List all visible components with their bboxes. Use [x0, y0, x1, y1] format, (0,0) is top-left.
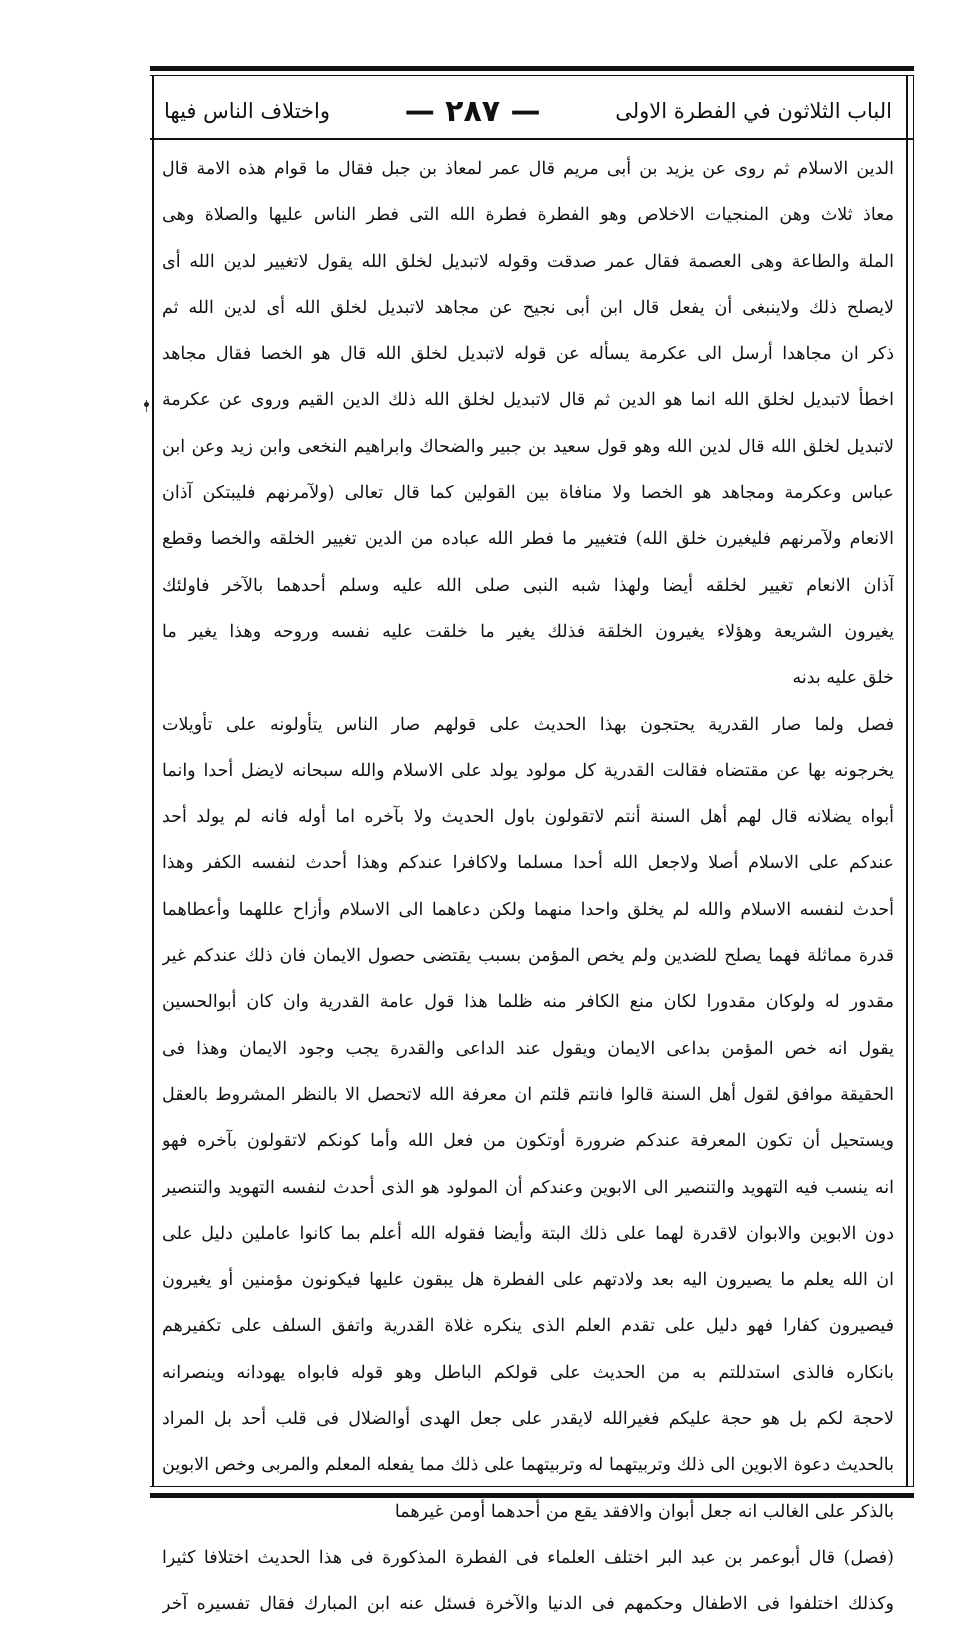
- text-line: أبواه يضلانه قال لهم أهل السنة أنتم لاتقولون باول الحديث ولا بآخره اما أوله فانه لم يولد أحد: [162, 807, 894, 828]
- margin-dot: [144, 402, 149, 407]
- text-line: بالحديث دعوة الابوين الى ذلك وتربيتهما له وتربيتهما على ذلك مما يفعله المعلم والمربى وخص الابوين: [162, 1455, 894, 1476]
- text-line: خلق عليه بدنه: [792, 668, 894, 689]
- text-line: الملة والطاعة وهى العصمة فقال عمر صدقت وقوله لاتبديل لخلق الله يقول لاتغيير لدين الله أى: [162, 251, 894, 272]
- text-line: بانكاره فالذى استدللتم به من الحديث على قولكم الباطل وهو قوله فابواه يهودانه وينصرانه: [162, 1362, 894, 1383]
- page-number: — ٢٨٧ —: [404, 93, 541, 129]
- text-line: لايصلح ذلك ولاينبغى أن يفعل قال ابن أبى نجيح عن مجاهد لاتبديل لخلق الله أى لدين الله ثم: [162, 297, 894, 318]
- text-line: لاحجة لكم بل هو حجة عليكم فغيرالله لايقدر على جعل الهدى أوالضلال فى قلب أحد بل المراد: [162, 1409, 894, 1430]
- text-line: آذان الانعام تغيير لخلقه أيضا ولهذا شبه النبى صلى الله عليه وسلم أحدهما بالآخر فاولئك: [162, 575, 894, 596]
- text-line: أحدث لنفسه الاسلام والله لم يخلق واحدا منهما ولكن دعاهما الى الاسلام وأزاح عللهما وأعطاهما: [162, 899, 894, 920]
- section-heading-line: (فصل) قال أبوعمر بن عبد البر اختلف العلماء فى الفطرة المذكورة فى هذا الحديث اختلافا كثيرا: [162, 1547, 894, 1568]
- right-border: [906, 75, 908, 1487]
- text-line: قدرة مماثلة فهما يصلح للضدين ولم يخص المؤمن بسبب يقتضى حصول الايمان فان ذلك عندكم غير: [162, 946, 894, 967]
- text-line: ان الله يعلم ما يصيرون اليه بعد ولادتهم على الفطرة هل يبقون عليها فيكونون مؤمنين أو يغيرون: [162, 1270, 894, 1291]
- text-line: ذكر ان مجاهدا أرسل الى عكرمة يسأله عن قوله لاتبديل لخلق الله قال هو الخصا فقال مجاهد: [162, 344, 894, 365]
- text-line: معاذ ثلاث وهن المنجيات الاخلاص وهو الفطرة فطرة الله التى فطر الناس عليها والصلاة وهى: [162, 205, 894, 226]
- text-line: اخطأ لاتبديل لخلق الله انما هو الدين ثم قال لاتبديل لخلق الله ذلك الدين القيم وروى عن عكرمة: [162, 390, 894, 411]
- text-line: الانعام ولآمرنهم فليغيرن خلق الله) فتغيير ما فطر الله عباده من الدين تغيير الخلقه والخصا وقطع: [162, 529, 894, 550]
- topic-title: واختلاف الناس فيها: [164, 99, 331, 123]
- header-divider: [150, 138, 914, 140]
- running-header: [164, 84, 892, 138]
- text-line: دون الابوين والابوان لاقدرة لهما على ذلك البتة وأيضا فقوله الله أعلم بما كانوا عاملين دليل على: [162, 1223, 894, 1244]
- text-line: الحقيقة موافق لقول أهل السنة قالوا فانتم قلتم ان معرفة الله لاتحصل الا بالنظر المشروط بالعقل: [162, 1084, 894, 1105]
- text-line: انه ينسب فيه التهويد والتنصير الى الابوين وعندكم أن المولود هو الذى أحدث لنفسه التهويد والتنصير: [162, 1177, 894, 1198]
- right-outer-border: [913, 75, 914, 1487]
- text-line: مقدور له ولوكان مقدورا لكان منع الكافر منه ظلما هذا قول عامة القدرية وان كان أبوالحسين: [162, 992, 894, 1013]
- text-line: يغيرون الشريعة وهؤلاء يغيرون الخلقة فذلك يغير ما خلقت عليه نفسه وروحه وهذا يغير ما: [162, 621, 894, 642]
- text-line: عباس وعكرمة ومجاهد هو الخصا ولا منافاة بين القولين كما قال تعالى (ولآمرنهم فليبتكن آذان: [162, 483, 894, 504]
- text-line: وكذلك اختلفوا فى الاطفال وحكمهم فى الدنيا والآخرة فسئل عنه ابن المبارك فقال تفسيره آخر: [162, 1594, 894, 1615]
- text-line: لاتبديل لخلق الله قال لدين الله وهو قول سعيد بن جبير والضحاك وابراهيم النخعى وابن زيد وعن ابن: [162, 436, 894, 457]
- text-line: عندكم على الاسلام أصلا ولاجعل الله أحدا مسلما ولاكافرا عندكم وهذا أحدث لنفسه الكفر وهذا: [162, 853, 894, 874]
- text-line: الدين الاسلام ثم روى عن يزيد بن أبى مريم قال عمر لمعاذ بن جبل فقال ما قوام هذه الامة قال: [162, 159, 894, 179]
- top-thick-rule: [150, 66, 914, 71]
- chapter-title: الباب الثلاثون في الفطرة الاولى: [615, 99, 892, 123]
- text-line: فيصيرون كفارا فهو دليل على تقدم العلم الذى ينكره غلاة القدرية واتفق السلف على تكفيرهم: [162, 1316, 894, 1337]
- text-line: ويستحيل أن تكون المعرفة عندكم ضرورة أوتكون من فعل الله وأما كونكم لاتقولون بآخره فهو: [162, 1131, 894, 1152]
- top-thin-rule: [150, 75, 914, 76]
- page-frame: [150, 66, 914, 1615]
- left-border: [152, 75, 154, 1487]
- body-text: [162, 146, 894, 1628]
- text-line: يقول انه خص المؤمن بداعى الايمان ويقول عند الداعى والقدرة يجب وجود الايمان وهذا فى: [162, 1038, 894, 1059]
- text-line: بالذكر على الغالب انه جعل أبوان والافقد يقع من أحدهما أومن غيرهما: [394, 1501, 894, 1522]
- section-heading-line: فصل ولما صار القدرية يحتجون بهذا الحديث على قولهم صار الناس يتأولونه على تأويلات: [162, 714, 894, 735]
- text-line: يخرجونه بها عن مقتضاه فقالت القدرية كل مولود يولد على الاسلام والله سبحانه لايضل أحدا وانما: [162, 760, 894, 781]
